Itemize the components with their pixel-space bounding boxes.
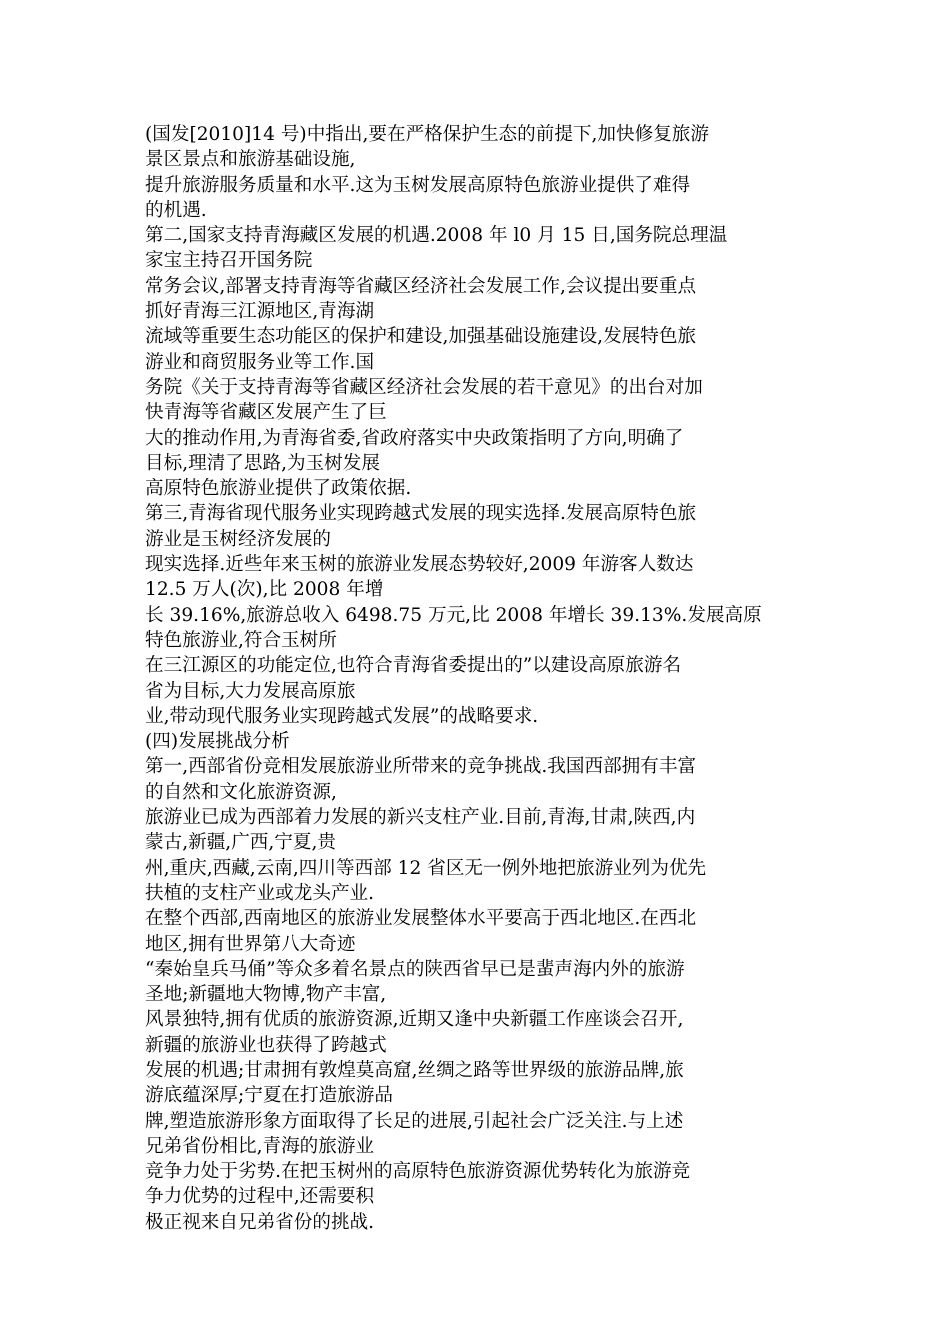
text-line: 争力优势的过程中,还需要积 [145, 1186, 375, 1208]
text-line: 圣地;新疆地大物博,物产丰富, [145, 984, 387, 1006]
text-line: 大的推动作用,为青海省委,省政府落实中央政策指明了方向,明确了 [145, 427, 684, 449]
text-line: 12.5 万人(次),比 2008 年增 [145, 579, 384, 601]
text-line: 蒙古,新疆,广西,宁夏,贵 [145, 832, 336, 854]
text-line: 长 39.16%,旅游总收入 6498.75 万元,比 2008 年增长 39.13%.发展高原 [145, 604, 762, 626]
text-line: 游底蕴深厚;宁夏在打造旅游品 [145, 1085, 393, 1107]
text-line: 极正视来自兄弟省份的挑战. [145, 1211, 375, 1233]
document-body [145, 122, 813, 1235]
text-line: 的机遇. [145, 199, 207, 221]
text-line: 省为目标,大力发展高原旅 [145, 680, 356, 702]
text-line: 游业和商贸服务业等工作.国 [145, 351, 375, 373]
text-line: 地区,拥有世界第八大奇迹 [145, 933, 356, 955]
text-line: 务院《关于支持青海等省藏区经济社会发展的若干意见》的出台对加 [145, 376, 703, 398]
text-line: 旅游业已成为西部着力发展的新兴支柱产业.目前,青海,甘肃,陕西,内 [145, 807, 696, 829]
text-line: 竞争力处于劣势.在把玉树州的高原特色旅游资源优势转化为旅游竞 [145, 1161, 691, 1183]
text-line: 发展的机遇;甘肃拥有敦煌莫高窟,丝绸之路等世界级的旅游品牌,旅 [145, 1059, 684, 1081]
text-line: 特色旅游业,符合玉树所 [145, 629, 337, 651]
text-line: 现实选择.近些年来玉树的旅游业发展态势较好,2009 年游客人数达 [145, 554, 694, 576]
text-line: 业,带动现代服务业实现跨越式发展”的战略要求. [145, 705, 539, 727]
text-line: 在三江源区的功能定位,也符合青海省委提出的”以建设高原旅游名 [145, 655, 682, 677]
text-line: 在整个西部,西南地区的旅游业发展整体水平要高于西北地区.在西北 [145, 908, 697, 930]
text-line: 牌,塑造旅游形象方面取得了长足的进展,引起社会广泛关注.与上述 [145, 1110, 684, 1132]
text-line: 景区景点和旅游基础设施, [145, 149, 356, 171]
text-line: 目标,理清了思路,为玉树发展 [145, 452, 380, 474]
text-line: 的自然和文化旅游资源, [145, 781, 337, 803]
text-line: 扶植的支柱产业或龙头产业. [145, 882, 375, 904]
text-line: 第二,国家支持青海藏区发展的机遇.2008 年 l0 月 15 日,国务院总理温 [145, 225, 728, 247]
text-line: 风景独特,拥有优质的旅游资源,近期又逢中央新疆工作座谈会召开, [145, 1009, 684, 1031]
text-line: 家宝主持召开国务院 [145, 250, 313, 272]
text-line: 常务会议,部署支持青海等省藏区经济社会发展工作,会议提出要重点 [145, 275, 697, 297]
text-line: 第一,西部省份竞相发展旅游业所带来的竞争挑战.我国西部拥有丰富 [145, 756, 697, 778]
section-heading: (四)发展挑战分析 [145, 731, 290, 753]
text-line: 游业是玉树经济发展的 [145, 528, 331, 550]
text-line: (国发[2010]14 号)中指出,要在严格保护生态的前提下,加快修复旅游 [145, 124, 709, 145]
text-line: 第三,青海省现代服务业实现跨越式发展的现实选择.发展高原特色旅 [145, 503, 697, 525]
text-line: 抓好青海三江源地区,青海湖 [145, 301, 375, 323]
text-line: 快青海等省藏区发展产生了巨 [145, 402, 387, 424]
text-line: 新疆的旅游业也获得了跨越式 [145, 1034, 387, 1056]
text-line: “秦始皇兵马俑”等众多着名景点的陕西省早已是蜚声海内外的旅游 [145, 958, 685, 980]
text-line: 兄弟省份相比,青海的旅游业 [145, 1135, 375, 1157]
text-line: 州,重庆,西藏,云南,四川等西部 12 省区无一例外地把旅游业列为优先 [145, 857, 707, 879]
text-line: 流域等重要生态功能区的保护和建设,加强基础设施建设,发展特色旅 [145, 326, 697, 348]
text-line: 提升旅游服务质量和水平.这为玉树发展高原特色旅游业提供了难得 [145, 174, 691, 196]
text-line: 高原特色旅游业提供了政策依据. [145, 478, 412, 500]
